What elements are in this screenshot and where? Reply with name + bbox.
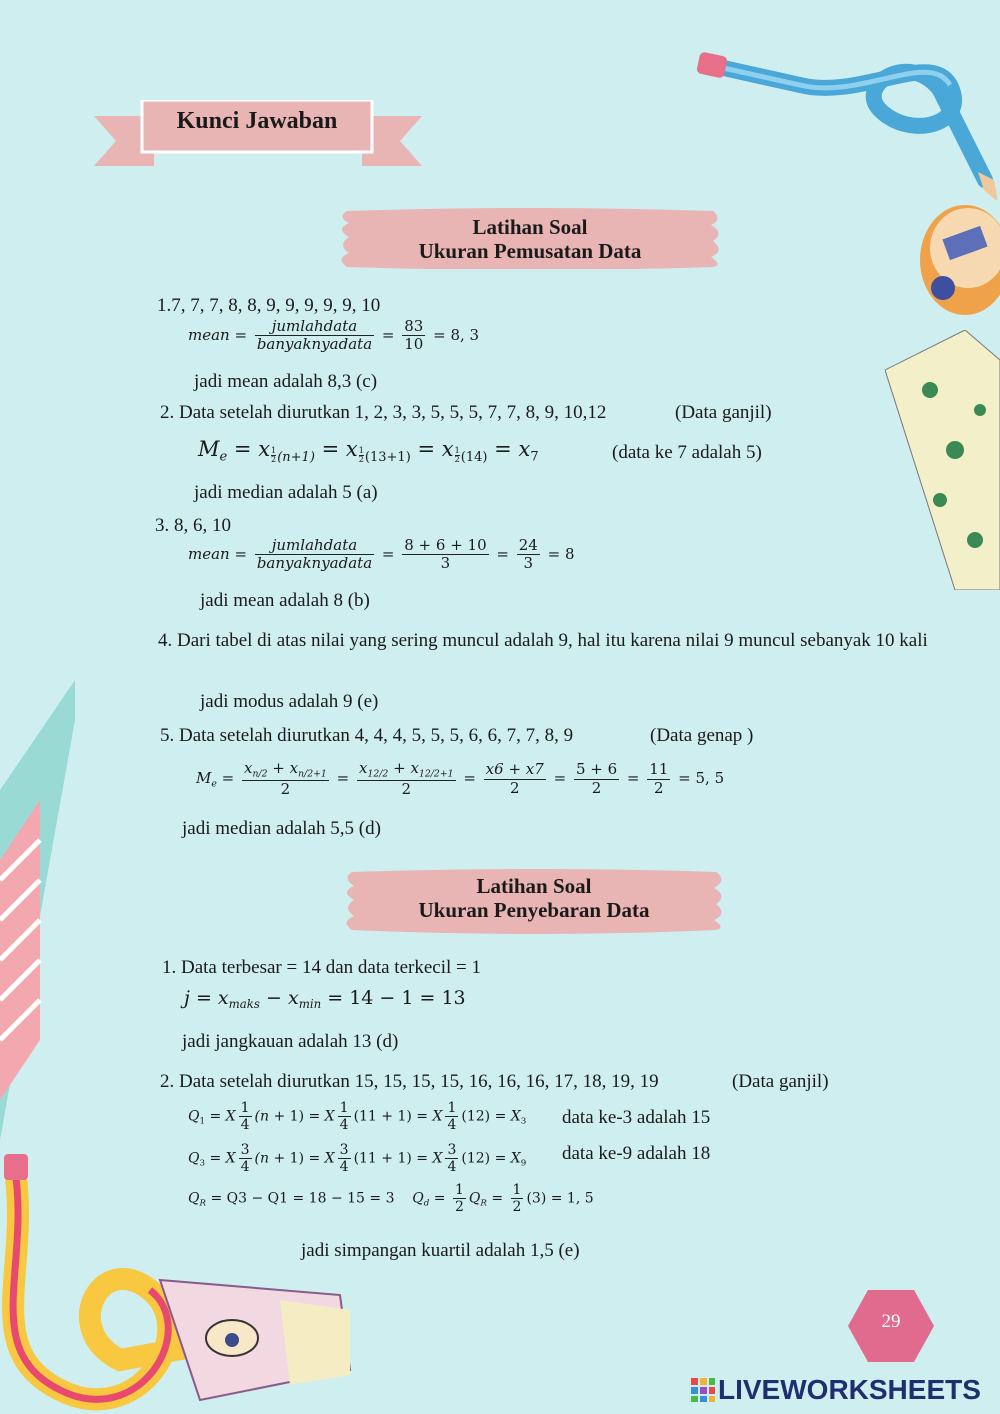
s1-q3-answer: jadi mean adalah 8 (b) [200,590,370,611]
triangle-ruler-illustration [0,680,80,1140]
numerator: 83 [404,317,424,335]
denominator: banyaknyadata [256,335,373,354]
denominator: 2 [509,778,520,797]
qd-result: (3) = 1, 5 [526,1190,594,1207]
numerator: 5 + 6 [575,760,618,779]
s2-q1-quartile-formula: $Q_1 = X$ $\frac{1}{4}$ (n + 1) = X $\frac{1}{4}$ (11 + 1) = X $\frac{1}{4}$ $(12) = X_3$ [188,1100,527,1134]
ruler-illustration [885,330,1000,590]
s2-q1-text: 1. Data terbesar = 14 dan data terkecil = 1 [162,957,481,978]
fraction [255,537,374,573]
page-title: Kunci Jawaban [176,108,338,134]
s1-q3-formula: mean = $\frac{\text{jumlahdata}}{\text{banyaknyadata}}$ = $\frac{8 + 6 + 10}{3}$ = $\frac{24}{3}$ = 8 [188,536,575,573]
s1-q2-formula-note: (data ke 7 adalah 5) [612,442,762,463]
s2-q2-note: (Data ganjil) [732,1071,829,1092]
brand-name: LIVEWORKSHEETS [718,1374,981,1405]
denominator: 2 [401,779,412,798]
section2-heading-line2: Ukuran Penyebaran Data [418,898,650,922]
mean-label: mean = [188,325,248,344]
result: = 14 − 1 = 13 [327,987,466,1009]
section2-banner [340,868,728,934]
numerator: x6 + x7 [485,760,544,779]
denominator: 3 [440,554,451,573]
s1-q5-answer: jadi median adalah 5,5 (d) [182,818,381,839]
s1-q2-median-formula: $M_e = x$ $_{\frac{1}{2} (n+1)}$ = x $_{\frac{1}{2} (13+1)}$ = x $_{\frac{1}{2} (14)} = x_7$ [198,437,539,465]
s1-q4-text: 4. Dari tabel di atas nilai yang sering muncul adalah 9, hal itu karena nilai 9 muncul sebanyak 10 kali [158,630,928,651]
denominator: banyaknyadata [256,554,373,573]
fraction [574,761,619,797]
s2-q2-text: 2. Data setelah diurutkan 15, 15, 15, 15, 16, 16, 16, 17, 18, 19, 19 [160,1071,659,1092]
s1-q5-median-formula: $M_e$ = $\frac{x_{n/2} + x_{n/2+1}}{2}$ = $\frac{x_{12/2} + x_{12/2+1}}{2}$ = $\frac{x6 + x7}{2}$ = $\frac{5 + 6}{2}$ = $\frac{11}{2}$ = 5, 5 [196,759,725,798]
fraction: $\frac{x_{n/2} + x_{n/2+1}}{2}$ [244,759,327,798]
denominator: 10 [404,335,424,354]
denominator: 2 [654,778,664,797]
s2-q3-quartile-formula: $Q_3 = X$ $\frac{3}{4}$ (n + 1) = X $\frac{3}{4}$ (11 + 1) = X $\frac{3}{4}$ $(12) = X_9$ [188,1142,527,1176]
s1-q1-data: 1.7, 7, 7, 8, 8, 9, 9, 9, 9, 9, 10 [157,295,381,316]
s1-q2-text: 2. Data setelah diurutkan 1, 2, 3, 3, 5, 5, 5, 7, 7, 8, 9, 10,12 [160,402,607,423]
sharpener-illustration [910,190,1000,320]
s1-q1-answer: jadi mean adalah 8,3 (c) [194,371,378,392]
numerator: 8 + 6 + 10 [404,536,487,554]
fraction [402,537,488,573]
s1-q5-note: (Data genap ) [650,725,754,746]
fraction [402,318,425,354]
page-number: 29 [881,1311,901,1332]
result: = 5, 5 [678,769,725,788]
result: = 8, 3 [433,325,480,344]
s2-qr-qd-formula: $Q_R = Q3 - Q1 = 18 - 15 = 3$ $Q_d$ = $\frac{1}{2}$ $Q_R$ = $\frac{1}{2}$ (3) = 1, 5 [188,1182,594,1216]
fraction [517,537,540,573]
mean-label: mean = [188,544,248,563]
s1-q5-text: 5. Data setelah diurutkan 4, 4, 4, 5, 5, 5, 6, 6, 7, 7, 8, 9 [160,725,574,746]
s2-q1-answer: jadi jangkauan adalah 13 (d) [182,1031,399,1052]
section2-heading-line1: Latihan Soal [476,874,592,898]
section1-banner [335,207,725,269]
knotted-pencil-illustration [680,30,1000,200]
denominator: 2 [280,779,291,798]
fraction [647,761,670,797]
numerator: jumlahdata [255,318,374,336]
denominator: 2 [591,778,602,797]
s2-q1-range-formula: $j = x_{maks} - x_{min} = 14 - 1 = 13$ [184,987,466,1012]
result: = 8 [547,544,575,563]
s1-q3-data: 3. 8, 6, 10 [155,515,231,536]
liveworksheets-icon [690,1377,716,1403]
qr-formula: = Q3 − Q1 = 18 − 15 = 3 [210,1190,395,1207]
s1-q1-formula: mean = $\frac{\text{jumlahdata}}{\text{banyaknyadata}}$ = $\frac{83}{10}$ = 8, 3 [188,317,480,354]
section1-heading-line1: Latihan Soal [472,215,588,239]
fraction [255,318,374,354]
numerator: jumlahdata [255,537,374,555]
s2-q3-note: data ke-9 adalah 18 [562,1143,711,1164]
s1-q2-answer: jadi median adalah 5 (a) [194,482,378,503]
fraction [484,761,546,797]
denominator: 3 [523,554,534,573]
section1-heading-line2: Ukuran Pemusatan Data [418,239,642,263]
s1-q4-answer: jadi modus adalah 9 (e) [200,691,379,712]
numerator: 24 [518,536,538,554]
s1-q2-note: (Data ganjil) [675,402,772,423]
s2-q2-answer: jadi simpangan kuartil adalah 1,5 (e) [301,1240,580,1261]
liveworksheets-logo [690,1377,716,1408]
s2-q1-note: data ke-3 adalah 15 [562,1107,711,1128]
fraction: $\frac{x_{12/2} + x_{12/2+1}}{2}$ [359,759,454,798]
numerator: 11 [649,760,669,779]
